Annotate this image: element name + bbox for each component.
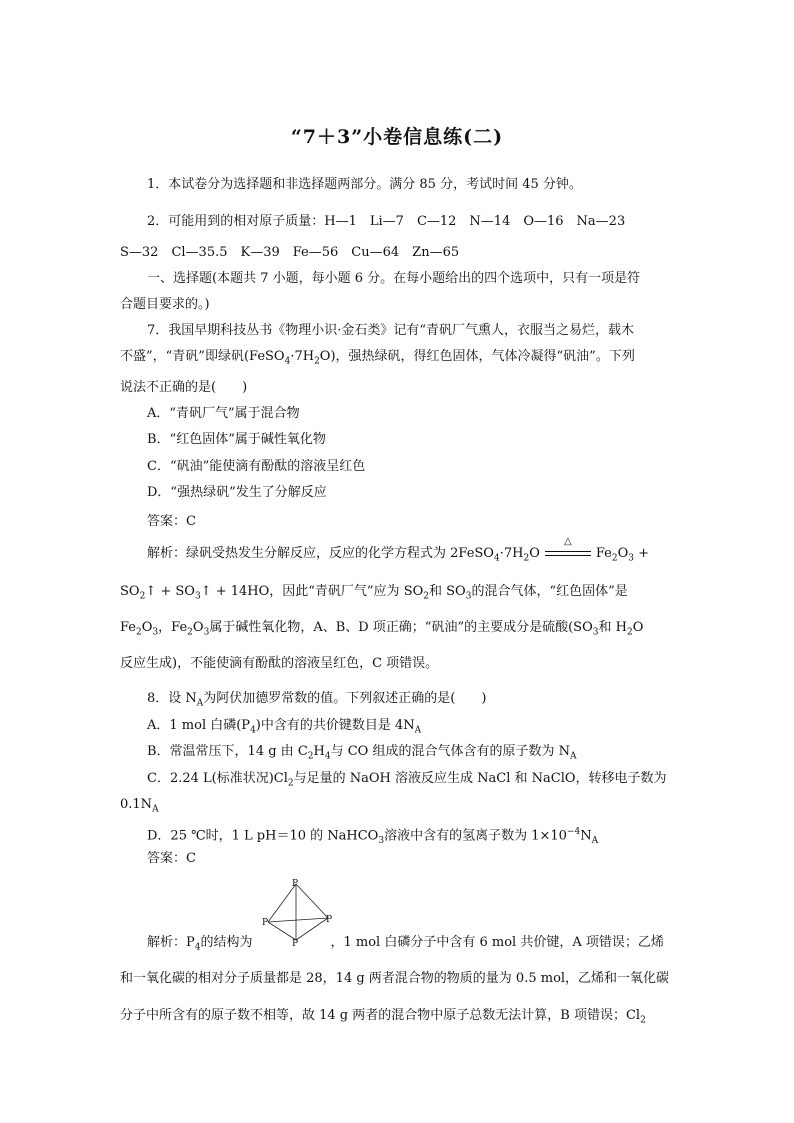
q7-option-c: C．“矾油”能使滴有酚酞的溶液呈红色 [147, 459, 366, 474]
section-heading-continued: 合题目要求的。) [120, 297, 210, 312]
q7-explanation-line-4: 反应生成)，不能使滴有酚酞的溶液呈红色，C 项错误。 [120, 656, 439, 671]
q7-stem-line-1: 7．我国早期科技丛书《物理小识·金石类》记有“青矾厂气熏人，衣服当之易烂，载木 [147, 323, 635, 338]
note-2-continued: S—32 Cl—35.5 K—39 Fe—56 Cu—64 Zn—65 [120, 245, 460, 260]
q8-option-c: C．2.24 L(标准状况)$Cl_2$与足量的 NaOH 溶液反应生成 NaCl 和 NaClO，转移电子数为 [147, 771, 667, 789]
q7-option-b: B．“红色固体”属于碱性氧化物 [147, 432, 326, 447]
p-atom-left: P [262, 918, 269, 928]
q8-option-a: A．1 mol 白磷$(P_4)$中含有的共价键数目是 $4N_A$ [147, 718, 422, 736]
q7-explanation-line-1: 解析：绿矾受热发生分解反应，反应的化学方程式为 $2FeSO_4\cdot 7H_2O$ △ $Fe_2O_3$ + [147, 536, 650, 564]
q8-option-b: B．常温常压下，14 g 由 $C_2H_4$与 CO 组成的混合气体含有的原子数为 $N_A$ [147, 744, 577, 762]
p-atom-right: P [326, 915, 333, 925]
q7-explanation-line-3: $Fe_2O_3$，$Fe_2O_3$属于碱性氧化物，A、B、D 项正确；“矾油”的主要成分是硫酸($SO_3$和 $H_2O$ [120, 620, 644, 638]
p-atom-bottom: P [292, 939, 299, 946]
q8-stem: 8．设 $N_A$为阿伏加德罗常数的值。下列叙述正确的是( ) [147, 691, 487, 709]
q8-explanation-line-1: 解析：$P_4$的结构为 ，1 mol 白磷分子中含有 6 mol 共价键，A 项错误；乙烯 [147, 935, 664, 953]
heat-arrow-icon: △ [540, 545, 596, 563]
note-2: 2．可能用到的相对原子质量：H—1 Li—7 C—12 N—14 O—16 Na—23 [147, 214, 626, 229]
q7-explanation-line-2: $SO_2↑$ + $SO_3↑ + 14HO$，因此“青矾厂气”应为 $SO_2$和 $SO_3$的混合气体，“红色固体”是 [120, 584, 628, 602]
p-atom-top: P [292, 879, 299, 889]
q8-explanation-line-2: 和一氧化碳的相对分子质量都是 28，14 g 两者混合物的物质的量为 0.5 mol，乙烯和一氧化碳 [120, 971, 670, 986]
q8-explanation-line-3: 分子中所含有的原子数不相等，故 14 g 两者的混合物中原子总数无法计算，B 项错误；$Cl_2$ [120, 1008, 646, 1026]
q7-stem-line-3: 说法不正确的是( ) [120, 380, 248, 395]
section-heading: 一、选择题(本题共 7 小题，每小题 6 分。在每小题给出的四个选项中，只有一项是符 [147, 271, 641, 286]
q7-option-a: A．“青矾厂气”属于混合物 [147, 406, 300, 421]
page-title: “7＋3”小卷信息练(二) [290, 126, 504, 148]
q8-answer: 答案：C [147, 851, 196, 866]
q7-stem-line-2: 不盛”，“青矾”即绿矾$(FeSO_4\cdot 7H_2O)$，强热绿矾，得红色固体，气体冷凝得“矾油”。下列 [120, 349, 635, 367]
q8-option-c-continued: $0.1N_A$ [120, 797, 159, 815]
note-1: 1．本试卷分为选择题和非选择题两部分。满分 85 分，考试时间 45 分钟。 [147, 177, 582, 192]
q8-option-d: D．25 ℃时，1 L pH＝10 的 NaHCO$_3$溶液中含有的氢离子数为 $1\times 10^{-4}N_A$ [147, 827, 599, 846]
q7-option-d: D．“强热绿矾”发生了分解反应 [147, 485, 327, 500]
q7-answer: 答案：C [147, 514, 196, 529]
